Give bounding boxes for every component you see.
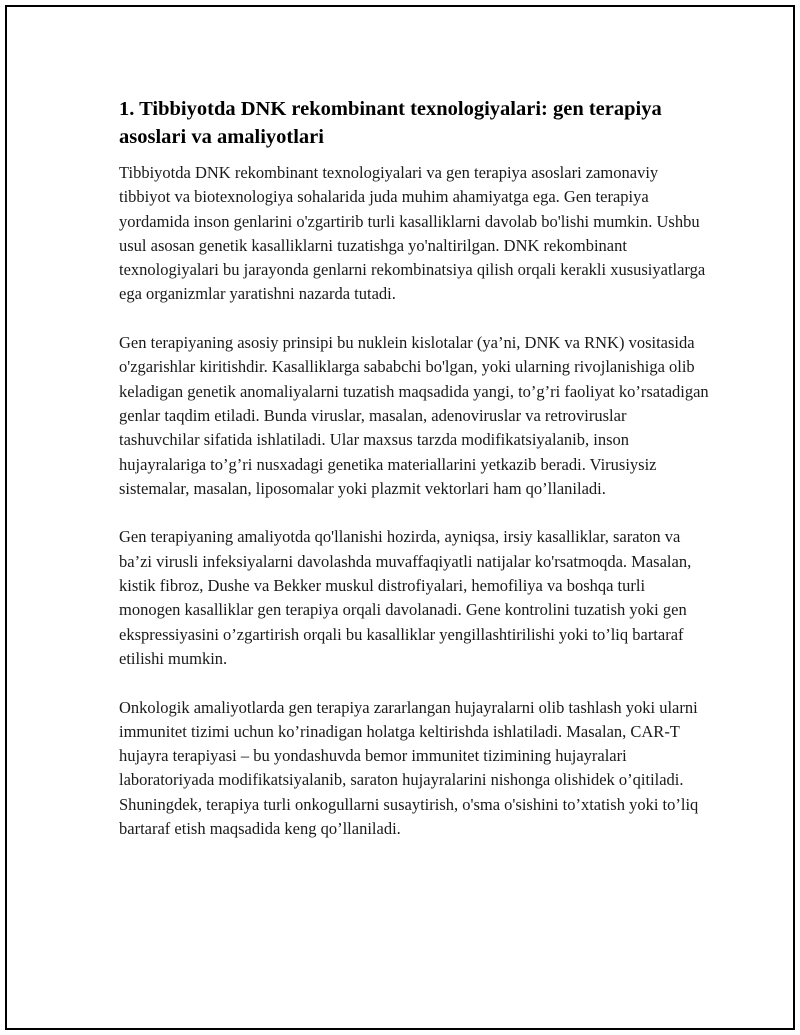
document-title: 1. Tibbiyotda DNK rekombinant texnologiyalari: gen terapiya asoslari va amaliyotlari bbox=[119, 98, 662, 148]
paragraph-4: Onkologik amaliyotlarda gen terapiya zararlangan hujayralarni olib tashlash yoki ularni immunitet tizimi uchun ko’rinadigan holatga keltirishda ishlatiladi. Masalan, CAR-T hujayra terapiyasi – bu yondashuvda bemor immunitet tizimining hujayralari laboratoriyada modifikatsiyalanib, saraton hujayralarini nishonga olishidek o’qitiladi. Shuningdek, terapiya turli onkogullarni susaytirish, o'sma o'sishini to’xtatish yoki to’liq bartaraf etish maqsadida keng qo’llaniladi. bbox=[119, 697, 699, 839]
page-frame bbox=[5, 5, 795, 1030]
document-body bbox=[119, 95, 709, 866]
paragraph-3: Gen terapiyaning amaliyotda qo'llanishi hozirda, ayniqsa, irsiy kasalliklar, saraton va ba’zi virusli infeksiyalarni davolashda muvaffaqiyatli natijalar ko'rsatmoqda. Masalan, kistik fibroz, Dushe va Bekker muskul distrofiyalari, hemofiliya va boshqa turli monogen kasalliklar gen terapiya orqali davolanadi. Gene kontrolini tuzatish yoki gen ekspressiyasini o’zgartirish orqali bu kasalliklar yengillashtirilishi yoki to’liq bartaraf etilishi mumkin. bbox=[119, 527, 692, 668]
paragraph-1: Tibbiyotda DNK rekombinant texnologiyalari va gen terapiya asoslari zamonaviy tibbiyot va biotexnologiya sohalarida juda muhim ahamiyatga ega. Gen terapiya yordamida inson genlarini o'zgartirib turli kasalliklarni davolab bo'lishi mumkin. Ushbu usul asosan genetik kasalliklarni tuzatishga yo'naltirilgan. DNK rekombinant texnologiyalari bu jarayonda genlarni rekombinatsiya qilish orqali kerakli xususiyatlarga ega organizmlar yaratishni nazarda tutadi. bbox=[119, 163, 706, 304]
paragraph-2: Gen terapiyaning asosiy prinsipi bu nuklein kislotalar (ya’ni, DNK va RNK) vositasida o'zgarishlar kiritishdir. Kasalliklarga sababchi bo'lgan, yoki ularning rivojlanishiga olib keladigan genetik anomaliyalarni tuzatish maqsadida yangi, to’g’ri faoliyat ko’rsatadigan genlar taqdim etiladi. Bunda viruslar, masalan, adenoviruslar va retroviruslar tashuvchilar sifatida ishlatiladi. Ular maxsus tarzda modifikatsiyalanib, inson hujayralariga to’g’ri nusxadagi genetika materiallarini yetkazib beradi. Virusiysiz sistemalar, masalan, liposomalar yoki plazmit vektorlari ham qo’llaniladi. bbox=[119, 333, 709, 498]
